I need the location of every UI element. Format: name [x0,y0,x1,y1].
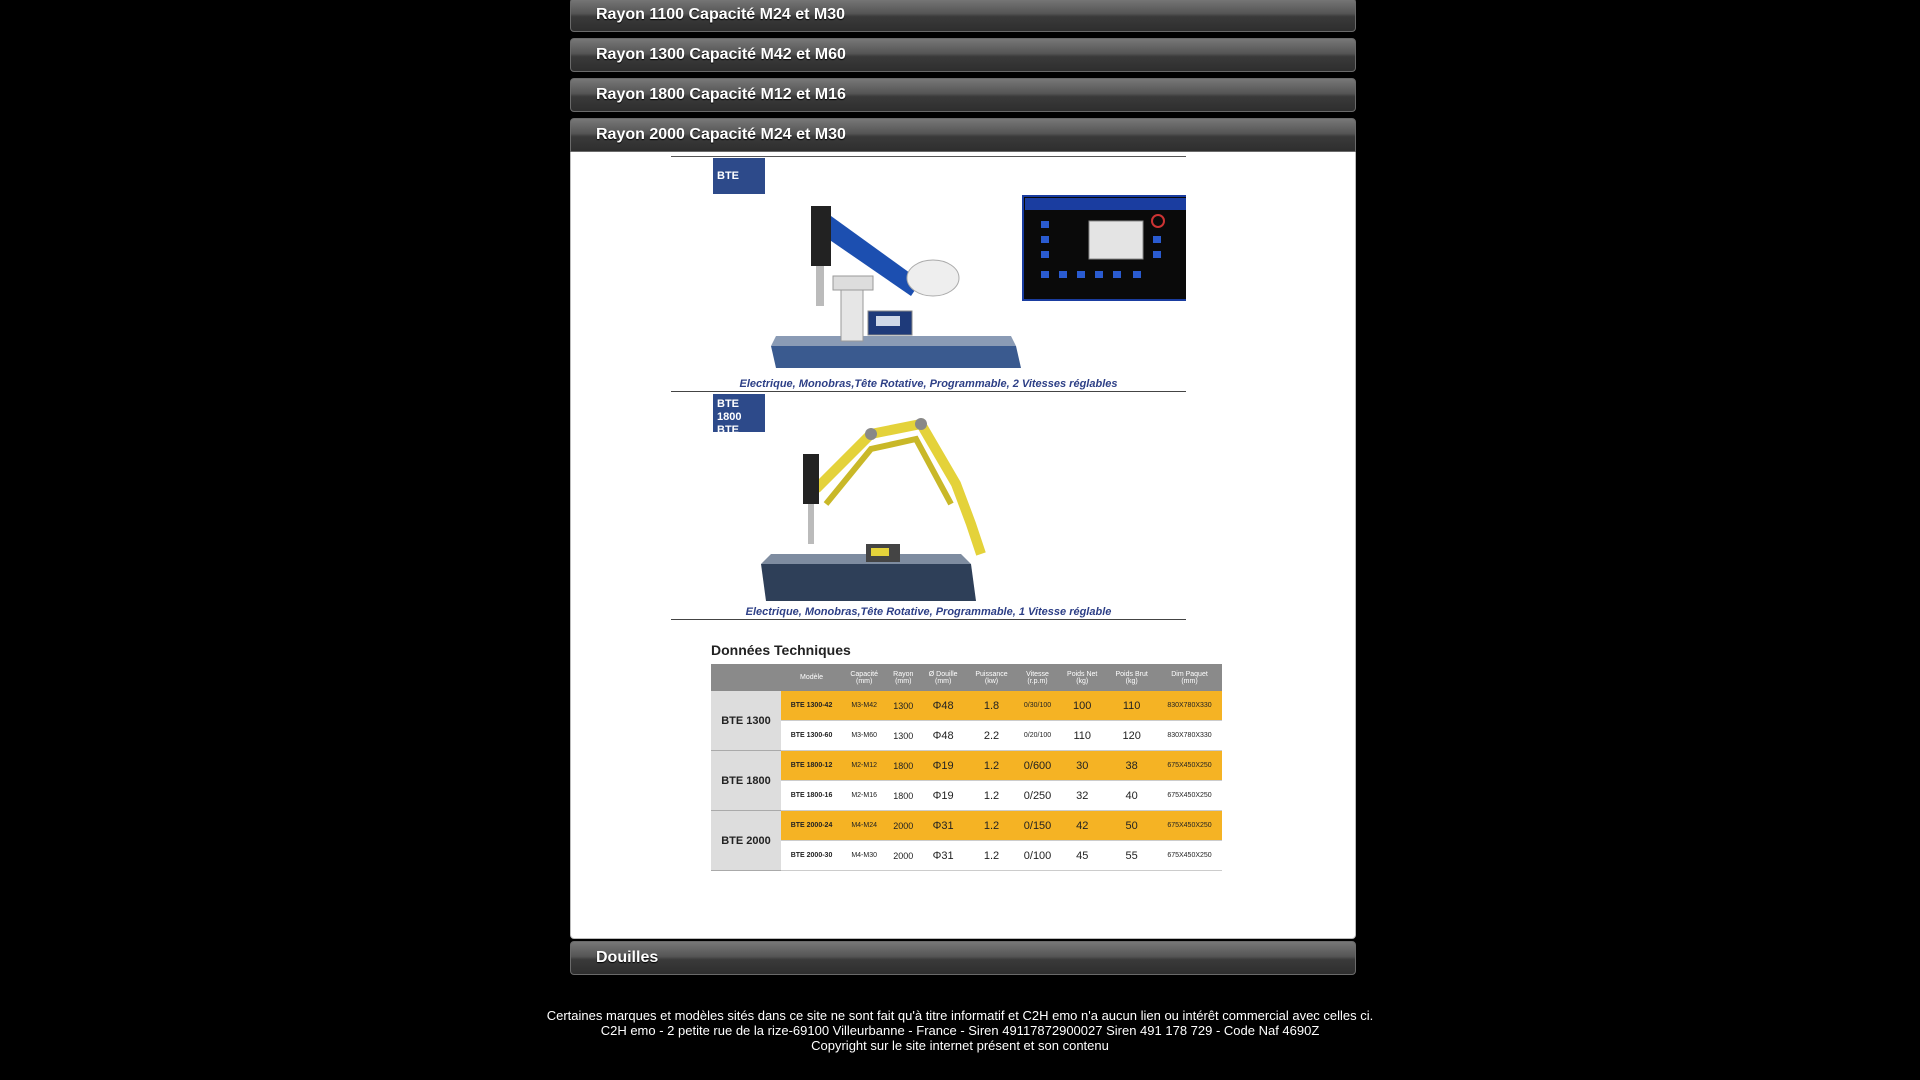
cell-douille: Φ31 [920,811,966,841]
cell-poids-brut: 40 [1106,781,1157,811]
accordion-panel-rayon-2000 [570,152,1356,939]
cell-dim: 830X780X330 [1157,721,1222,751]
cell-puissance: 1.8 [966,691,1017,721]
cell-douille: Φ19 [920,781,966,811]
cell-poids-net: 110 [1058,721,1106,751]
cell-capacity: M2-M12 [842,751,886,781]
accordion-item-label: Rayon 2000 Capacité M24 et M30 [596,126,846,143]
table-header-row [711,664,1222,691]
table-header-cell [920,664,966,691]
cell-dim: 675X450X250 [1157,781,1222,811]
cell-puissance: 1.2 [966,841,1017,871]
tech-data-title: Données Techniques [711,642,851,658]
accordion-item-rayon-2000[interactable] [570,118,1356,152]
cell-douille: Φ48 [920,691,966,721]
accordion-item-label: Rayon 1300 Capacité M42 et M60 [596,46,846,63]
table-row [711,691,1222,721]
cell-poids-brut: 55 [1106,841,1157,871]
cell-poids-net: 30 [1058,751,1106,781]
cell-rayon: 2000 [886,811,920,841]
table-header-cell [1058,664,1106,691]
cell-douille: Φ19 [920,751,966,781]
accordion-item-label: Rayon 1800 Capacité M12 et M16 [596,86,846,103]
header-text: Poids Brut [1115,670,1148,678]
header-unit: (kg) [1076,677,1089,685]
header-text: Rayon [893,670,914,678]
table-header-cell [1157,664,1222,691]
cell-capacity: M4-M30 [842,841,886,871]
product-caption: Electrique, Monobras,Tête Rotative, Programmable, 1 Vitesse réglable [671,606,1186,620]
cell-model: BTE 1300-60 [781,721,842,751]
cell-model: BTE 2000-30 [781,841,842,871]
table-row [711,721,1222,751]
cell-douille: Φ31 [920,841,966,871]
header-unit: (mm) [856,677,873,685]
accordion-item-label: Rayon 1100 Capacité M24 et M30 [596,6,846,23]
cell-model: BTE 1300-42 [781,691,842,721]
cell-rayon: 1800 [886,781,920,811]
header-text: Modèle [800,674,823,681]
cell-vitesse: 0/250 [1017,781,1058,811]
table-row [711,841,1222,871]
header-text: Dim Paquet [1171,670,1208,678]
cell-dim: 675X450X250 [1157,751,1222,781]
cell-puissance: 2.2 [966,721,1017,751]
cell-dim: 675X450X250 [1157,841,1222,871]
cell-vitesse: 0/150 [1017,811,1058,841]
footer-disclaimer: Certaines marques et modèles sités dans ce site ne sont fait qu'à titre informatif et C2H emo n'a aucun lien ou intérêt commercial avec celles ci. [546,1008,1374,1023]
header-unit: (mm) [1181,677,1198,685]
header-unit: (kg) [1125,677,1138,685]
header-unit: (kw) [984,677,999,685]
table-header-cell [1106,664,1157,691]
cell-poids-net: 42 [1058,811,1106,841]
cell-capacity: M2-M16 [842,781,886,811]
cell-model: BTE 1800-12 [781,751,842,781]
cell-poids-net: 100 [1058,691,1106,721]
model-badge-line: BTE 1800 [717,398,742,423]
machine-illustration [671,156,1186,376]
table-row [711,781,1222,811]
cell-poids-brut: 120 [1106,721,1157,751]
cell-poids-net: 45 [1058,841,1106,871]
spec-table [711,664,1222,871]
group-cell: BTE 2000 [711,811,781,871]
table-header-cell [886,664,920,691]
accordion-item-douilles[interactable] [570,941,1356,975]
accordion-item-rayon-1800[interactable] [570,78,1356,112]
footer-address: C2H emo - 2 petite rue de la rize-69100 Villeurbanne - France - Siren 49117872900027 Siren 491 178 729 - Code Naf 4690Z [600,1023,1320,1038]
accordion-item-rayon-1300[interactable] [570,38,1356,72]
header-text: Ø Douille [928,670,958,678]
machine-illustration [671,394,1186,604]
cell-dim: 830X780X330 [1157,691,1222,721]
header-text: Puissance [975,670,1008,678]
cell-capacity: M4-M24 [842,811,886,841]
table-header-cell [966,664,1017,691]
cell-poids-net: 32 [1058,781,1106,811]
group-cell: BTE 1300 [711,691,781,751]
product-image-bte-1300 [671,156,1186,392]
cell-vitesse: 0/600 [1017,751,1058,781]
cell-vitesse: 0/20/100 [1017,721,1058,751]
cell-dim: 675X450X250 [1157,811,1222,841]
header-text: Capacité [850,670,878,678]
cell-capacity: M3-M42 [842,691,886,721]
cell-puissance: 1.2 [966,811,1017,841]
product-image-bte-1800-2000 [671,394,1186,620]
header-text: Poids Net [1067,670,1098,678]
cell-douille: Φ48 [920,721,966,751]
cell-model: BTE 1800-16 [781,781,842,811]
cell-rayon: 1300 [886,691,920,721]
cell-capacity: M3-M60 [842,721,886,751]
cell-poids-brut: 50 [1106,811,1157,841]
footer [0,1008,1920,1053]
cell-poids-brut: 110 [1106,691,1157,721]
table-row [711,811,1222,841]
table-header-cell [781,664,842,691]
cell-puissance: 1.2 [966,781,1017,811]
model-badge-line: BTE 2000 [717,424,742,449]
accordion-item-label: Douilles [596,949,659,966]
table-header-cell [711,664,781,691]
cell-vitesse: 0/30/100 [1017,691,1058,721]
cell-puissance: 1.2 [966,751,1017,781]
cell-vitesse: 0/100 [1017,841,1058,871]
table-row [711,751,1222,781]
model-badge: BTE 1300 [713,158,765,194]
header-unit: (mm) [934,677,952,685]
cell-model: BTE 2000-24 [781,811,842,841]
cell-poids-brut: 38 [1106,751,1157,781]
header-unit: (mm) [895,677,912,685]
header-text: Vitesse [1026,670,1049,678]
product-caption: Electrique, Monobras,Tête Rotative, Programmable, 2 Vitesses réglables [671,378,1186,392]
cell-rayon: 1800 [886,751,920,781]
cell-rayon: 1300 [886,721,920,751]
header-unit: (r.p.m) [1027,677,1048,685]
accordion-item-rayon-1100[interactable] [570,0,1356,32]
group-cell: BTE 1800 [711,751,781,811]
table-header-cell [1017,664,1058,691]
cell-rayon: 2000 [886,841,920,871]
table-header-cell [842,664,886,691]
footer-copyright: Copyright sur le site internet présent et son contenu [811,1038,1109,1053]
accordion [570,0,1356,981]
